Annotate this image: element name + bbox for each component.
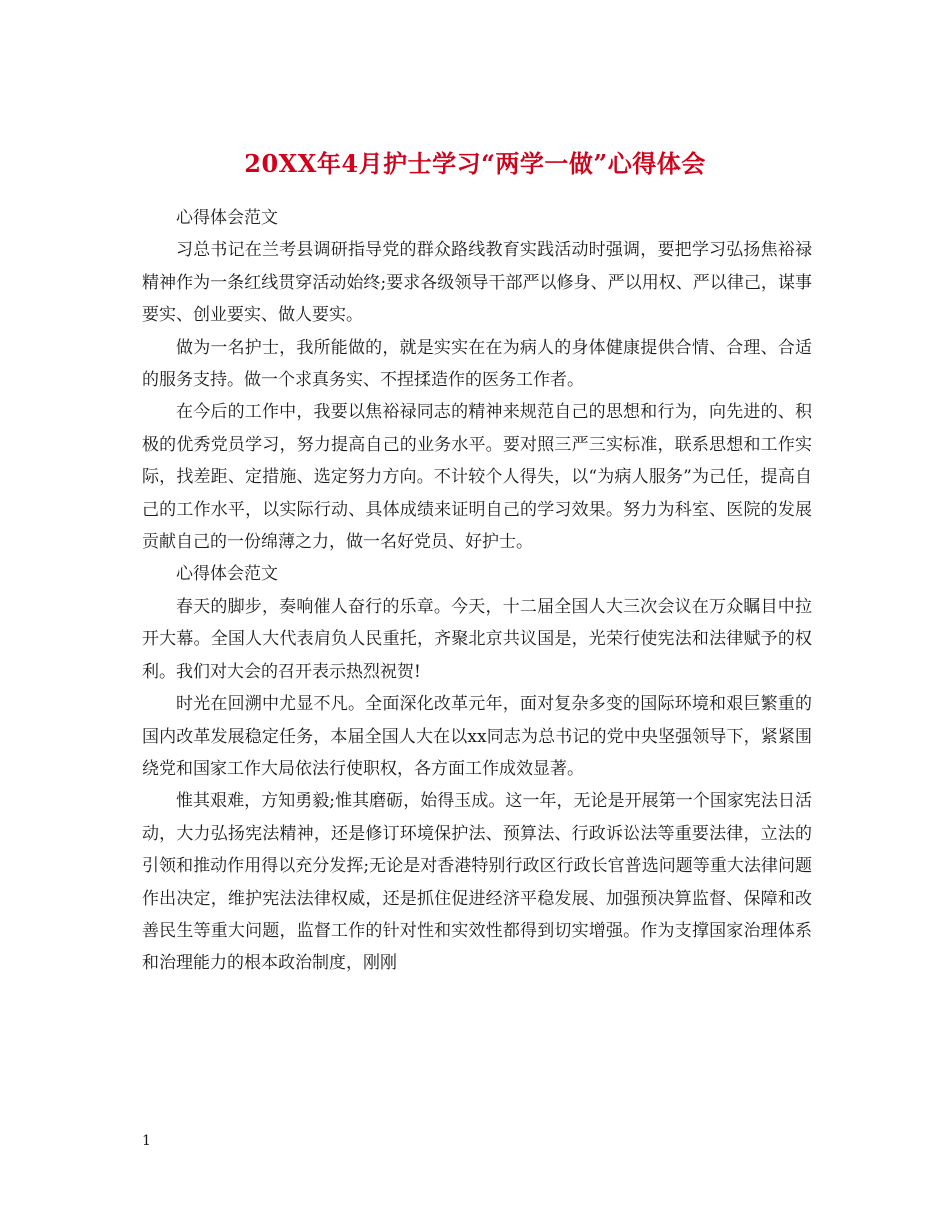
paragraph: 时光在回溯中尤显不凡。全面深化改革元年，面对复杂多变的国际环境和艰巨繁重的国内改革发展稳定任务，本届全国人大在以xx同志为总书记的党中央坚强领导下，紧紧围绕党和国家工作大局依法行使职权，各方面工作成效显著。 [142, 694, 812, 779]
paragraph: 做为一名护士，我所能做的，就是实实在在为病人的身体健康提供合情、合理、合适的服务支持。做一个求真务实、不捏揉造作的医务工作者。 [142, 337, 812, 391]
paragraph-section-heading-1: 心得体会范文 [176, 208, 278, 228]
paragraph: 习总书记在兰考县调研指导党的群众路线教育实践活动时强调，要把学习弘扬焦裕禄精神作为一条红线贯穿活动始终;要求各级领导干部严以修身、严以用权、严以律己，谋事要实、创业要实、做人要实。 [142, 240, 812, 326]
document-title: 20XX年4月护士学习“两学一做”心得体会 [244, 149, 706, 179]
page-number: 1 [142, 1133, 151, 1149]
paragraph: 惟其艰难，方知勇毅;惟其磨砺，始得玉成。这一年，无论是开展第一个国家宪法日活动，大力弘扬宪法精神，还是修订环境保护法、预算法、行政诉讼法等重要法律，立法的引领和推动作用得以充分发挥;无论是对香港特别行政区行政长官普选问题等重大法律问题作出决定，维护宪法法律权威，还是抓住促进经济平稳发展、加强预决算监督、保障和改善民生等重大问题，监督工作的针对性和实效性都得到切实增强。作为支撑国家治理体系和治理能力的根本政治制度，刚刚 [142, 791, 812, 974]
paragraph-section-heading-2: 心得体会范文 [176, 564, 278, 585]
paragraph: 春天的脚步，奏响催人奋行的乐章。今天，十二届全国人大三次会议在万众瞩目中拉开大幕。全国人大代表肩负人民重托，齐聚北京共议国是，光荣行使宪法和法律赋予的权利。我们对大会的召开表示热烈祝贺! [142, 596, 812, 682]
paragraph: 在今后的工作中，我要以焦裕禄同志的精神来规范自己的思想和行为，向先进的、积极的优秀党员学习，努力提高自己的业务水平。要对照三严三实标准，联系思想和工作实际，找差距、定措施、选定努力方向。不计较个人得失，以“为病人服务”为己任，提高自己的工作水平，以实际行动、具体成绩来证明自己的学习效果。努力为科室、医院的发展贡献自己的一份绵薄之力，做一名好党员、好护士。 [142, 402, 812, 553]
document-body [142, 202, 812, 980]
